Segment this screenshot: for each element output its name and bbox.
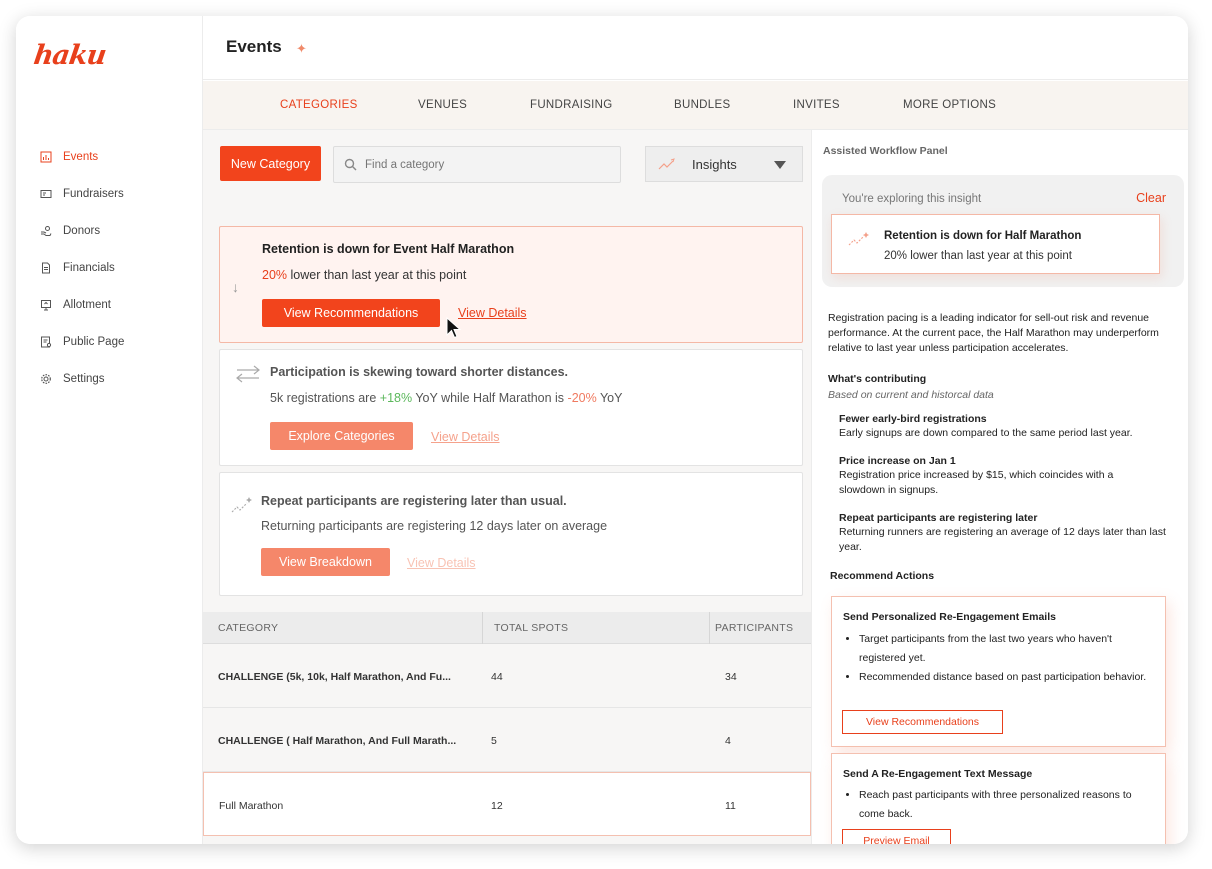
insight-subtitle xyxy=(262,268,466,282)
contributing-heading: What's contributing xyxy=(828,373,927,385)
table-header xyxy=(203,612,811,644)
selected-insight-title: Retention is down for Half Marathon xyxy=(884,230,1082,242)
gear-icon xyxy=(40,373,52,385)
table-row[interactable] xyxy=(203,772,811,836)
page-title: Events xyxy=(226,37,282,56)
arrow-down-icon: ↓ xyxy=(232,279,239,295)
column-header-participants[interactable]: PARTICIPANTS xyxy=(715,622,794,634)
haku-logo[interactable]: haku xyxy=(31,40,108,71)
chevron-down-icon xyxy=(774,161,786,169)
sparkle-icon[interactable]: ✦ xyxy=(296,41,307,56)
trend-sparkle-icon xyxy=(230,495,254,515)
insight-subtitle xyxy=(270,391,622,405)
chart-icon xyxy=(40,151,52,163)
ticket-icon xyxy=(40,188,52,200)
tab-categories[interactable]: CATEGORIES xyxy=(280,99,358,111)
insight-card-retention xyxy=(219,226,803,343)
insight-percent: 20% xyxy=(262,268,288,282)
search-input[interactable] xyxy=(365,159,605,171)
cell-category: CHALLENGE ( Half Marathon, And Full Marath... xyxy=(218,735,457,747)
cell-category: CHALLENGE (5k, 10k, Half Marathon, And Fu... xyxy=(218,671,451,683)
factor-description: Returning runners are registering an average of 12 days later than last year. xyxy=(839,526,1166,553)
cell-participants: 34 xyxy=(725,671,737,683)
sidebar-nav xyxy=(40,138,124,397)
cell-participants: 11 xyxy=(725,800,736,812)
sidebar-item-financials[interactable] xyxy=(40,249,124,286)
column-header-category[interactable]: CATEGORY xyxy=(218,622,279,634)
factor-description: Registration price increased by $15, which coincides with a slowdown in signups. xyxy=(839,469,1114,496)
hand-heart-icon xyxy=(40,225,52,237)
insight-card-repeat xyxy=(219,472,803,596)
sidebar-item-label: Events xyxy=(63,150,99,163)
cell-category: Full Marathon xyxy=(219,800,284,812)
action-bullets xyxy=(859,630,1159,687)
exploring-insight-box xyxy=(822,175,1184,287)
insight-text: 5k registrations are xyxy=(270,391,380,405)
sidebar xyxy=(16,16,203,844)
action-title: Send A Re-Engagement Text Message xyxy=(843,768,1033,780)
tab-venues[interactable]: VENUES xyxy=(418,99,468,111)
sidebar-item-events[interactable] xyxy=(40,138,124,175)
tab-invites[interactable]: INVITES xyxy=(793,99,840,111)
selected-insight-card[interactable] xyxy=(831,214,1160,274)
insight-subtitle-text: lower than last year at this point xyxy=(287,268,467,282)
action-bullets xyxy=(859,786,1159,824)
explore-categories-button[interactable]: Explore Categories xyxy=(270,422,413,450)
insight-title: Repeat participants are registering later than usual. xyxy=(261,494,567,508)
action-bullet: • Recommended distance based on past participation behavior. xyxy=(859,668,1159,687)
factor-description: Early signups are down compared to the same period last year. xyxy=(839,427,1133,439)
view-breakdown-button[interactable]: View Breakdown xyxy=(261,548,390,576)
preview-email-button[interactable]: Preview Email xyxy=(842,829,951,844)
column-divider[interactable] xyxy=(709,612,710,644)
table-row[interactable] xyxy=(203,708,811,772)
insight-text: YoY xyxy=(596,391,623,405)
contributing-subheading: Based on current and historcal data xyxy=(828,389,994,401)
sidebar-item-donors[interactable] xyxy=(40,212,124,249)
panel-title: Assisted Workflow Panel xyxy=(823,145,948,157)
insight-negative-value: -20% xyxy=(567,391,597,405)
selected-insight-subtitle: 20% lower than last year at this point xyxy=(884,250,1072,262)
trend-icon xyxy=(658,157,678,171)
exploring-label: You're exploring this insight xyxy=(842,193,982,205)
app-window xyxy=(16,16,1188,844)
search-box xyxy=(333,146,621,183)
column-divider[interactable] xyxy=(482,612,483,644)
sidebar-item-settings[interactable] xyxy=(40,360,124,397)
page-settings-icon xyxy=(40,336,52,348)
tab-fundraising[interactable]: FUNDRAISING xyxy=(530,99,613,111)
insight-text: YoY while Half Marathon is xyxy=(412,391,568,405)
trend-sparkle-icon xyxy=(848,231,870,247)
cell-total-spots: 12 xyxy=(491,800,503,812)
swap-arrows-icon xyxy=(234,364,262,384)
factor-title: Fewer early-bird registrations xyxy=(839,413,987,425)
categories-table xyxy=(203,612,811,836)
cursor-icon xyxy=(446,317,462,339)
allotment-icon xyxy=(40,299,52,311)
view-recommendations-button[interactable]: View Recommendations xyxy=(262,299,440,327)
insight-subtitle: Returning participants are registering 12 days later on average xyxy=(261,519,608,533)
sidebar-item-label: Public Page xyxy=(63,335,125,348)
cell-participants: 4 xyxy=(725,735,731,747)
sidebar-item-label: Donors xyxy=(63,224,101,237)
new-category-button[interactable]: New Category xyxy=(220,146,321,181)
view-details-link[interactable]: View Details xyxy=(458,306,527,320)
insight-positive-value: +18% xyxy=(379,391,413,405)
view-details-link[interactable]: View Details xyxy=(407,556,476,570)
insight-title: Participation is skewing toward shorter distances. xyxy=(270,365,568,379)
action-bullet: • Target participants from the last two years who haven't registered yet. xyxy=(859,630,1159,668)
view-recommendations-button[interactable]: View Recommendations xyxy=(842,710,1003,734)
action-card-emails xyxy=(831,596,1166,747)
sidebar-item-label: Settings xyxy=(63,372,105,385)
sidebar-item-label: Financials xyxy=(63,261,115,274)
factor-title: Repeat participants are registering later xyxy=(839,512,1038,524)
document-icon xyxy=(40,262,52,274)
cell-total-spots: 5 xyxy=(491,735,497,747)
page-header xyxy=(203,16,1188,80)
clear-button[interactable]: Clear xyxy=(1136,191,1166,205)
search-icon xyxy=(344,158,357,171)
factor-title: Price increase on Jan 1 xyxy=(839,455,956,467)
insights-dropdown[interactable] xyxy=(645,146,803,182)
cell-total-spots: 44 xyxy=(491,671,503,683)
sidebar-item-public-page[interactable] xyxy=(40,323,124,360)
action-card-text-message xyxy=(831,753,1166,844)
tab-more-options[interactable]: MORE OPTIONS xyxy=(903,99,997,111)
action-bullet: • Reach past participants with three personalized reasons to come back. xyxy=(859,786,1159,824)
actions-heading: Recommend Actions xyxy=(830,570,935,582)
insight-card-participation xyxy=(219,349,803,466)
insights-label: Insights xyxy=(692,156,737,172)
tab-bundles[interactable]: BUNDLES xyxy=(674,99,731,111)
column-header-total-spots[interactable]: TOTAL SPOTS xyxy=(494,622,569,634)
sidebar-item-label: Allotment xyxy=(63,298,111,311)
sidebar-item-allotment[interactable] xyxy=(40,286,124,323)
assisted-workflow-panel xyxy=(811,130,1188,844)
panel-intro-text: Registration pacing is a leading indicator for sell-out risk and revenue performance. At the current pace, the Half Marathon may underperform relative to last year unless participation accelerates. xyxy=(828,312,1159,354)
table-row[interactable] xyxy=(203,644,811,708)
sidebar-item-label: Fundraisers xyxy=(63,187,124,200)
action-title: Send Personalized Re-Engagement Emails xyxy=(843,611,1056,623)
tab-bar xyxy=(203,81,1188,130)
sidebar-item-fundraisers[interactable] xyxy=(40,175,124,212)
view-details-link[interactable]: View Details xyxy=(431,430,500,444)
main-content xyxy=(203,130,811,844)
insight-title: Retention is down for Event Half Marathon xyxy=(262,242,515,256)
